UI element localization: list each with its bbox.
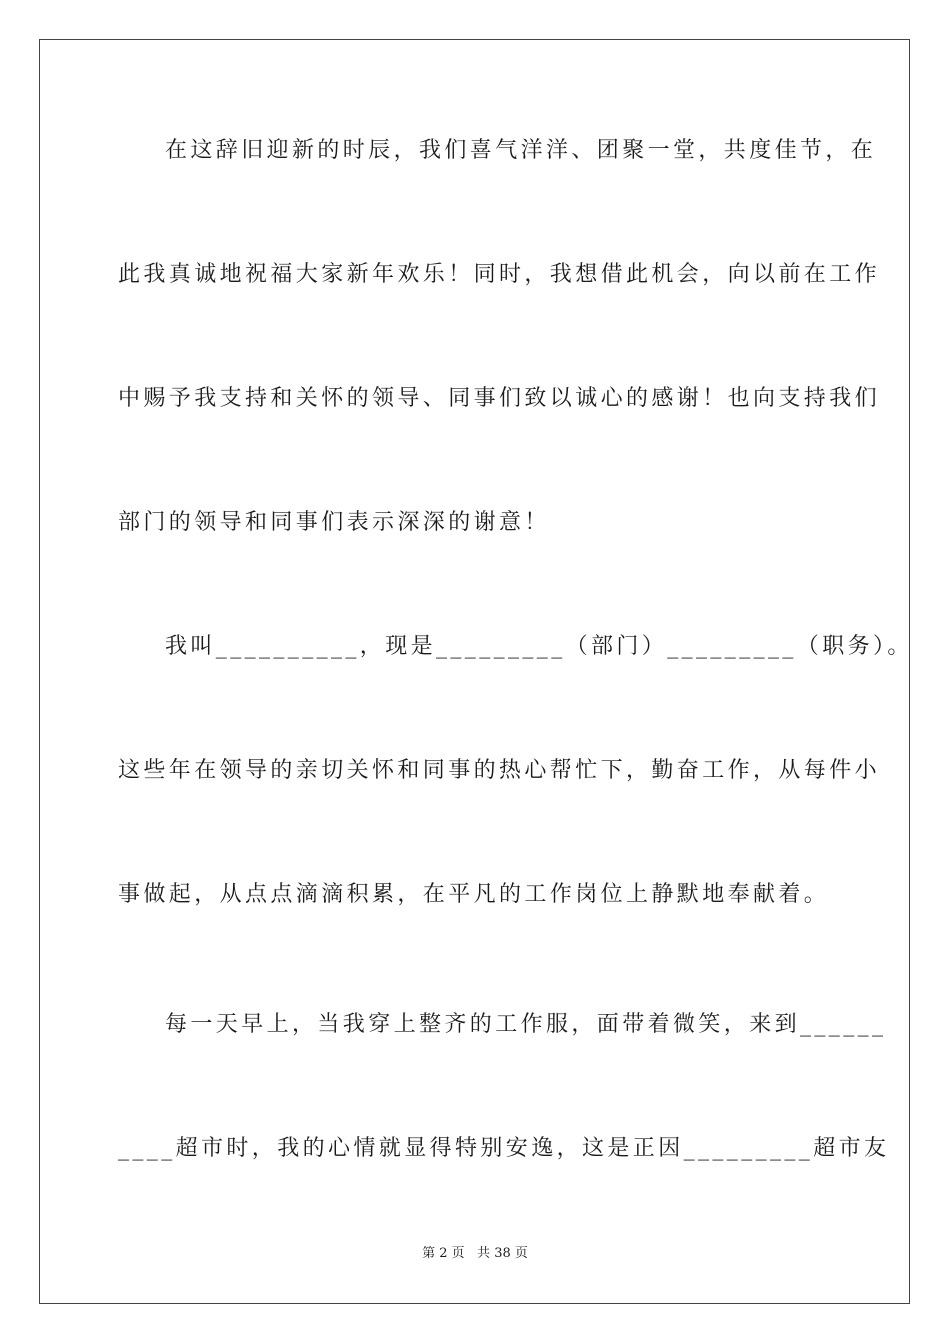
paragraph-line: 事做起，从点点滴滴积累，在平凡的工作岗位上静默地奉献着。 [118, 882, 830, 907]
page-number-footer: 第 2 页 共 38 页 [422, 1246, 528, 1261]
paragraph-line: 部门的领导和同事们表示深深的谢意！ [118, 510, 550, 535]
paragraph-line: 此我真诚地祝福大家新年欢乐！同时，我想借此机会，向以前在工作 [118, 262, 881, 287]
paragraph-line: 这些年在领导的亲切关怀和同事的热心帮忙下，勤奋工作，从每件小 [118, 758, 881, 783]
page-border [39, 39, 913, 1304]
paragraph-line: 在这辞旧迎新的时辰，我们喜气洋洋、团聚一堂，共度佳节，在 [165, 138, 877, 163]
paragraph-line: ____超市时，我的心情就显得特别安逸，这是正因_________超市友 [118, 1136, 890, 1161]
paragraph-line: 中赐予我支持和关怀的领导、同事们致以诚心的感谢！也向支持我们 [118, 386, 881, 411]
paragraph-line: 我叫__________，现是_________（部门）_________（职务）。 [165, 634, 913, 659]
paragraph-line: 每一天早上，当我穿上整齐的工作服，面带着微笑，来到______ [165, 1012, 887, 1037]
